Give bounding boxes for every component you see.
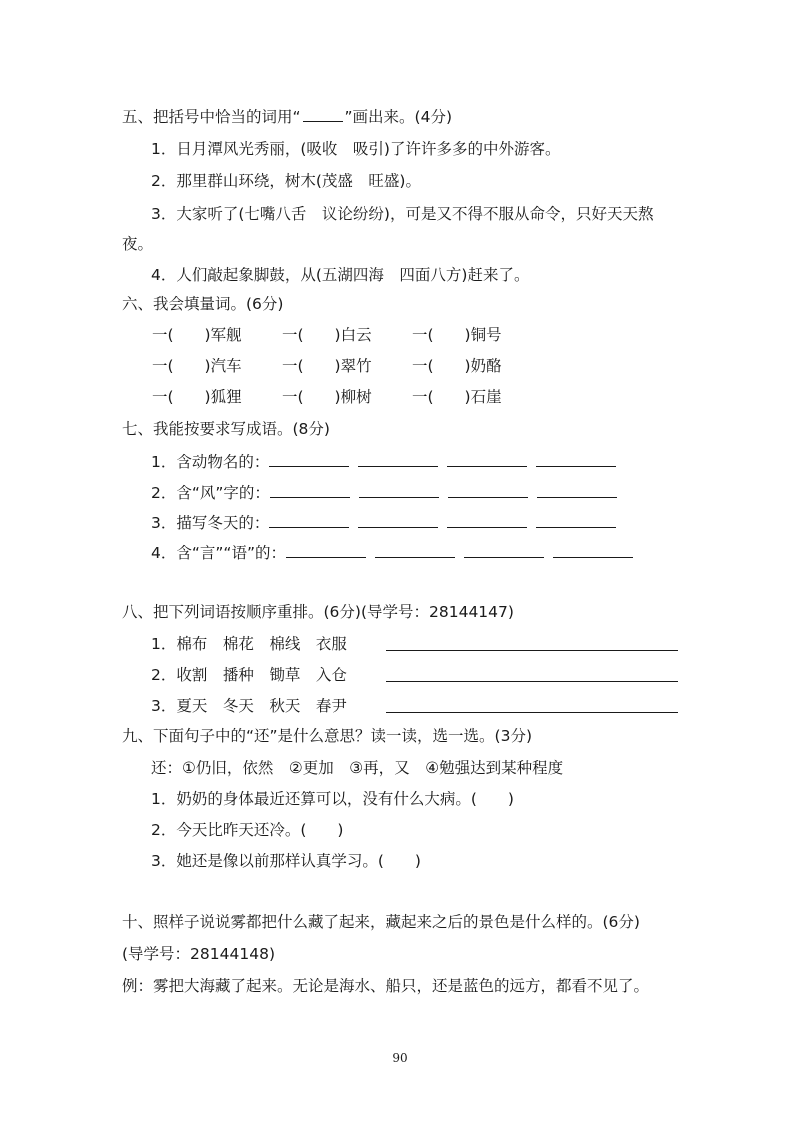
q6-cell: 一( )狐狸 — [152, 388, 242, 406]
q8-answer-line-2[interactable] — [386, 681, 678, 682]
page-number: 90 — [392, 1051, 408, 1065]
answer-blank[interactable] — [270, 481, 350, 498]
q10-heading: 十、照样子说说雾都把什么藏了起来，藏起来之后的景色是什么样的。(6分) — [122, 913, 640, 931]
q5-item-4: 4．人们敲起象脚鼓，从(五湖四海 四面八方)赶来了。 — [151, 266, 530, 284]
q6-cell: 一( )军舰 — [152, 326, 242, 344]
answer-blank[interactable] — [269, 450, 349, 467]
q9-heading: 九、下面句子中的“还”是什么意思？读一读，选一选。(3分) — [122, 727, 533, 745]
q6-heading: 六、我会填量词。(6分) — [122, 295, 284, 313]
q6-cell: 一( )铜号 — [412, 326, 502, 344]
q7-item-2: 2．含“风”字的： — [151, 481, 626, 504]
q5-item-1: 1．日月潭风光秀丽，(吸收 吸引)了许许多多的中外游客。 — [151, 140, 561, 158]
q8-answer-line-1[interactable] — [386, 650, 678, 651]
q8-item-1: 1．棉布 棉花 棉线 衣服 — [151, 635, 347, 653]
answer-blank[interactable] — [358, 511, 438, 528]
q8-item-3: 3．夏天 冬天 秋天 春尹 — [151, 697, 347, 715]
answer-blank[interactable] — [448, 481, 528, 498]
q6-cell: 一( )石崖 — [412, 388, 502, 406]
answer-blank[interactable] — [447, 450, 527, 467]
q5-heading: 五、把括号中恰当的词用“ ”画出来。(4分) — [122, 105, 452, 128]
q7-item-1: 1．含动物名的： — [151, 450, 625, 473]
answer-blank[interactable] — [359, 481, 439, 498]
q8-heading: 八、把下列词语按顺序重排。(6分)(导学号：28144147) — [122, 603, 514, 621]
q5-item-3-cont: 夜。 — [122, 235, 154, 253]
q9-item-2: 2．今天比昨天还冷。( ) — [151, 821, 344, 839]
q5-item-3: 3．大家听了(七嘴八舌 议论纷纷)，可是又不得不服从命令，只好天天熬 — [151, 205, 654, 223]
answer-blank[interactable] — [536, 511, 616, 528]
q10-guide: (导学号：28144148) — [122, 945, 275, 963]
answer-blank[interactable] — [536, 450, 616, 467]
q8-answer-line-3[interactable] — [386, 712, 678, 713]
answer-blank[interactable] — [269, 511, 349, 528]
q6-cell: 一( )汽车 — [152, 357, 242, 375]
answer-blank[interactable] — [286, 541, 366, 558]
q7-item-3: 3．描写冬天的： — [151, 511, 625, 534]
answer-blank[interactable] — [537, 481, 617, 498]
answer-blank[interactable] — [553, 541, 633, 558]
q10-example: 例：雾把大海藏了起来。无论是海水、船只，还是蓝色的远方，都看不见了。 — [122, 977, 650, 995]
q6-cell: 一( )柳树 — [282, 388, 372, 406]
q8-item-2: 2．收割 播种 锄草 入仓 — [151, 666, 347, 684]
underline-sample — [303, 105, 343, 122]
q9-options: 还：①仍旧，依然 ②更加 ③再，又 ④勉强达到某种程度 — [151, 759, 564, 777]
answer-blank[interactable] — [375, 541, 455, 558]
q5-item-2: 2．那里群山环绕，树木(茂盛 旺盛)。 — [151, 172, 421, 190]
answer-blank[interactable] — [464, 541, 544, 558]
q6-cell: 一( )翠竹 — [282, 357, 372, 375]
q7-heading: 七、我能按要求写成语。(8分) — [122, 420, 330, 438]
q9-item-1: 1．奶奶的身体最近还算可以，没有什么大病。( ) — [151, 790, 514, 808]
answer-blank[interactable] — [358, 450, 438, 467]
q7-item-4: 4．含“言”“语”的： — [151, 541, 642, 564]
q6-cell: 一( )奶酪 — [412, 357, 502, 375]
answer-blank[interactable] — [447, 511, 527, 528]
q6-cell: 一( )白云 — [282, 326, 372, 344]
q9-item-3: 3．她还是像以前那样认真学习。( ) — [151, 852, 421, 870]
